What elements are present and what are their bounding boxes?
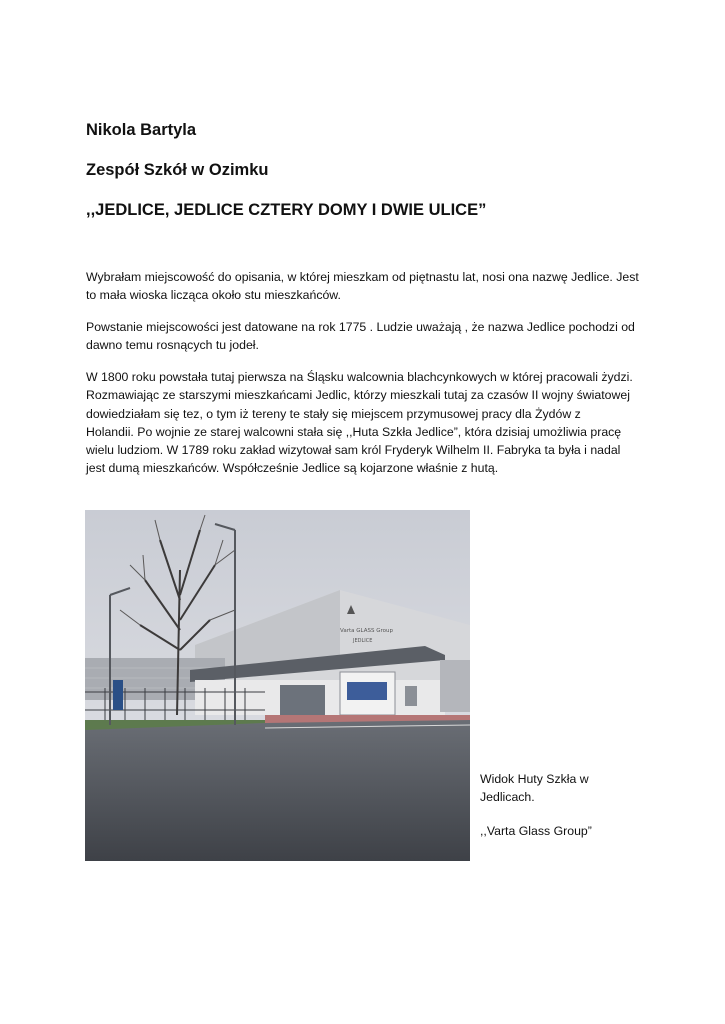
text-line: wielu ludziom. W 1789 roku zakład wizytował sam król Fryderyk Wilhelm II. Fabryka ta była i nadal	[86, 443, 621, 458]
photo-caption	[480, 770, 640, 807]
sign-line-1: Varta GLASS Group	[340, 628, 393, 634]
author-name: Nikola Bartyla	[86, 121, 197, 139]
paragraph-3	[86, 368, 646, 478]
text-line: Rozmawiając ze starszymi mieszkańcami Jedlic, którzy mieszkali tutaj za czasów II wojny światowej	[86, 388, 630, 403]
factory-photo	[85, 510, 470, 861]
caption-line: Widok Huty Szkła w	[480, 772, 589, 786]
road	[85, 720, 470, 861]
photo-caption-brand: ,,Varta Glass Group”	[480, 824, 592, 838]
text-line: dowiedziałam się tez, o tym iż tereny te stały się miejscem przymusowej pracy dla Żydów z	[86, 406, 581, 421]
blue-sign	[113, 680, 123, 710]
text-line: dawno temu rosnących tu jodeł.	[86, 338, 259, 353]
sign-line-2: JEDLICE	[353, 638, 373, 644]
paragraph-1	[86, 268, 646, 305]
document-title: ,,JEDLICE, JEDLICE CZTERY DOMY I DWIE ULICE”	[86, 201, 487, 219]
school-name: Zespół Szkół w Ozimku	[86, 161, 269, 179]
text-line: Holandii. Po wojnie ze starej walcowni stała się ,,Huta Szkła Jedlice”, która dzisiaj umożliwia pracę	[86, 424, 622, 439]
factory-photo-illustration	[85, 510, 470, 861]
paragraph-2	[86, 318, 646, 355]
text-line: Powstanie miejscowości jest datowane na rok 1775 . Ludzie uważają , że nazwa Jedlice pochodzi od	[86, 320, 635, 334]
text-line: Wybrałam miejscowość do opisania, w której mieszkam od piętnastu lat, nosi ona nazwę Jedlice. Jest	[86, 270, 639, 284]
text-line: W 1800 roku powstała tutaj pierwsza na Śląsku walcownia blachcynkowych w której pracowali żydzi.	[86, 370, 633, 384]
caption-line: Jedlicach.	[480, 790, 535, 805]
text-line: to mała wioska licząca około stu mieszkańców.	[86, 288, 341, 303]
text-line: jest dumą mieszkańców. Współcześnie Jedlice są kojarzone właśnie z hutą.	[86, 461, 499, 476]
